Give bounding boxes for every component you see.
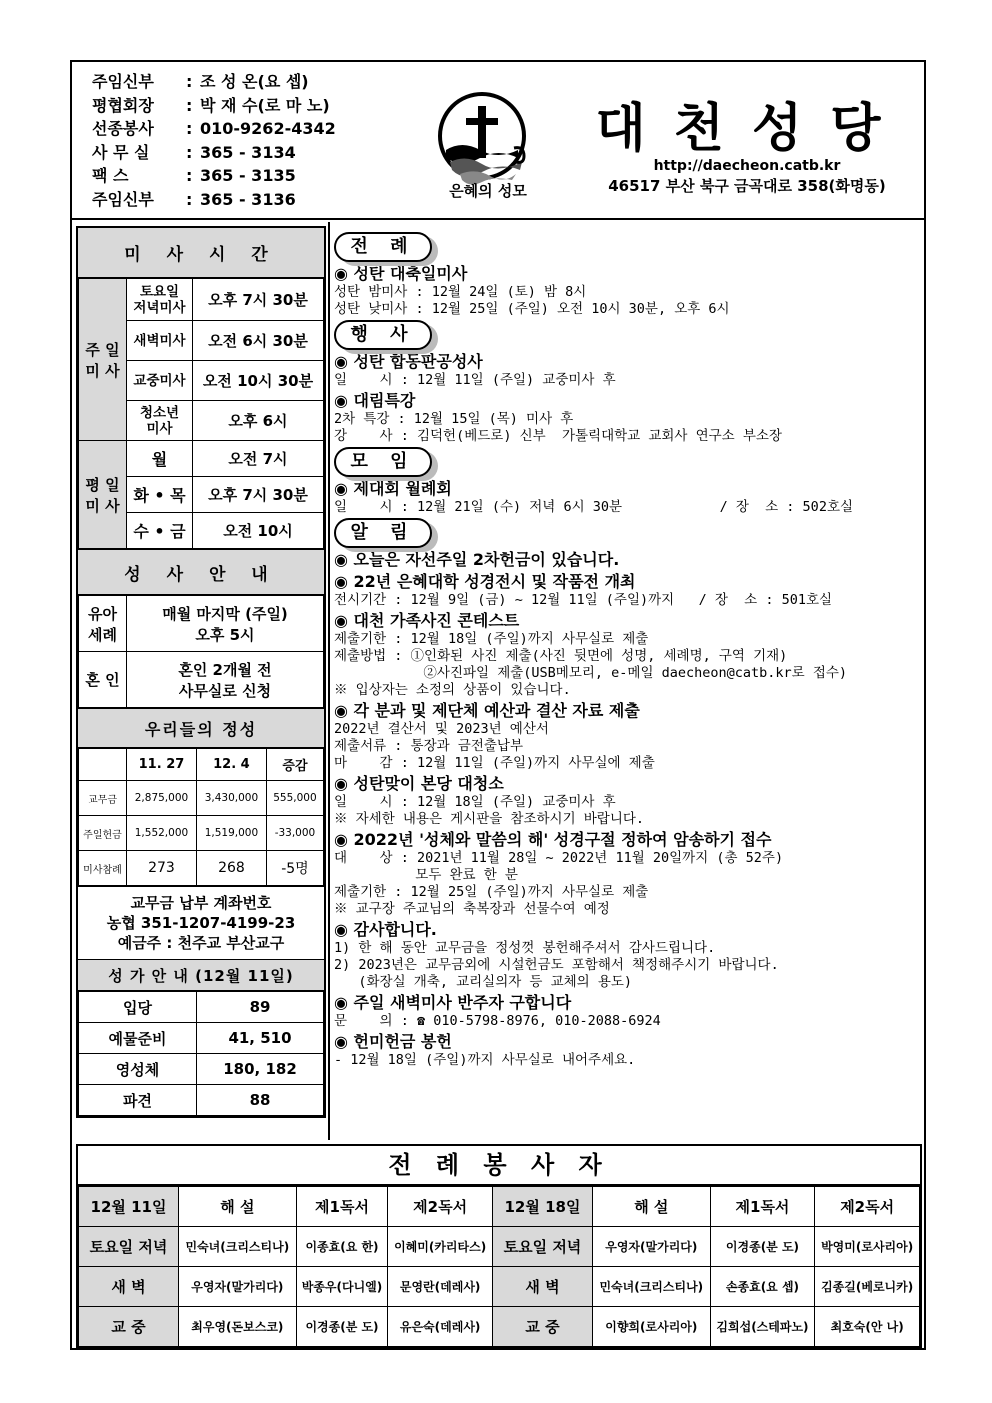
mass-row bbox=[79, 441, 324, 477]
notice-line: 제출기한 : 12월 25일 (주일)까지 사무실로 제출 bbox=[334, 884, 649, 900]
section-badge: 알 림 bbox=[334, 518, 432, 548]
mass-name: 청소년 미사 bbox=[127, 401, 193, 441]
section-badge: 전 례 bbox=[334, 232, 432, 262]
servers-cell: 박영미(로사리아) bbox=[815, 1227, 920, 1267]
notice-section bbox=[334, 447, 922, 516]
sacrament-row bbox=[79, 596, 324, 652]
notice-title: ◉ 주일 새벽미사 반주자 구합니다 bbox=[334, 993, 572, 1012]
offering-cell: 268 bbox=[196, 851, 266, 886]
notice-title: ◉ 대림특강 bbox=[334, 391, 416, 410]
servers-cell: 민숙녀(크리스티나) bbox=[592, 1267, 710, 1307]
notice-line: 문 의 : ☎ 010-5798-8976, 010-2088-6924 bbox=[334, 1013, 661, 1029]
offering-cell: 교무금 bbox=[79, 781, 127, 816]
servers-table bbox=[78, 1186, 920, 1347]
notice-item bbox=[334, 479, 922, 516]
notice-title: ◉ 감사합니다. bbox=[334, 920, 437, 939]
offering-row bbox=[79, 816, 324, 851]
hymn-row bbox=[79, 992, 324, 1023]
notice-title: ◉ 성탄 합동판공성사 bbox=[334, 352, 483, 371]
notice-item bbox=[334, 830, 922, 918]
offering-header-row bbox=[79, 749, 324, 781]
notice-title: ◉ 제대회 월례회 bbox=[334, 479, 452, 498]
contact-colon: : bbox=[186, 142, 193, 162]
servers-header-cell: 제1독서 bbox=[296, 1187, 388, 1227]
notice-line: ※ 입상자는 소정의 상품이 있습니다. bbox=[334, 682, 571, 698]
servers-header-row bbox=[79, 1187, 920, 1227]
notice-line: 대 상 : 2021년 11월 28일 ~ 2022년 11월 20일까지 (총 52주) bbox=[334, 850, 784, 866]
right-column bbox=[334, 232, 922, 1071]
notice-line: 제출기한 : 12월 18일 (주일)까지 사무실로 제출 bbox=[334, 631, 649, 647]
notice-title: ◉ 대천 가족사진 콘테스트 bbox=[334, 611, 520, 630]
hymns-title: 성 가 안 내 (12월 11일) bbox=[78, 959, 324, 991]
contact-row bbox=[92, 164, 422, 188]
offering-column-header: 11. 27 bbox=[127, 749, 197, 781]
contact-value: 365 - 3135 bbox=[200, 166, 296, 185]
hymn-number: 41, 510 bbox=[197, 1023, 324, 1054]
notice-item bbox=[334, 701, 922, 772]
offering-cell: 555,000 bbox=[266, 781, 323, 816]
notice-line: 전시기간 : 12월 9일 (금) ~ 12월 11일 (주일)까지 / 장 소 : 501호실 bbox=[334, 592, 833, 608]
sacraments-title: 성 사 안 내 bbox=[78, 549, 324, 595]
contact-row bbox=[92, 70, 422, 94]
offering-title: 우리들의 정성 bbox=[78, 708, 324, 748]
servers-cell: 최우영(돈보스코) bbox=[179, 1307, 297, 1347]
left-column bbox=[76, 226, 326, 1118]
notice-item bbox=[334, 611, 922, 699]
notice-line: 강 사 : 김덕헌(베드로) 신부 가톨릭대학교 교회사 연구소 부소장 bbox=[334, 428, 782, 444]
notice-title: ◉ 성탄맞이 본당 대청소 bbox=[334, 774, 504, 793]
offering-cell: 미사참례 bbox=[79, 851, 127, 886]
servers-cell: 우영자(말가리다) bbox=[592, 1227, 710, 1267]
servers-cell: 이향희(로사리아) bbox=[592, 1307, 710, 1347]
sacrament-desc: 매월 마지막 (주일) 오후 5시 bbox=[127, 596, 324, 652]
hymn-name: 예물준비 bbox=[79, 1023, 197, 1054]
contact-colon: : bbox=[186, 189, 193, 209]
mass-name: 토요일 저녁미사 bbox=[127, 279, 193, 321]
column-divider bbox=[328, 222, 330, 1140]
mass-time: 오후 7시 30분 bbox=[193, 279, 324, 321]
mass-name: 화 • 목 bbox=[127, 477, 193, 513]
servers-cell: 새 벽 bbox=[492, 1267, 592, 1307]
notice-line: 일 시 : 12월 18일 (주일) 교중미사 후 bbox=[334, 794, 616, 810]
account-line: 농협 351-1207-4199-23 bbox=[106, 914, 296, 932]
offering-cell: -33,000 bbox=[266, 816, 323, 851]
section-badge: 행 사 bbox=[334, 320, 432, 350]
hymn-row bbox=[79, 1023, 324, 1054]
hymn-name: 파견 bbox=[79, 1085, 197, 1116]
servers-cell: 우영자(말가리다) bbox=[179, 1267, 297, 1307]
mass-times-title: 미 사 시 간 bbox=[78, 228, 324, 278]
sacrament-desc: 혼인 2개월 전 사무실로 신청 bbox=[127, 652, 324, 708]
notice-line: 성탄 낮미사 : 12월 25일 (주일) 오전 10시 30분, 오후 6시 bbox=[334, 301, 730, 317]
mass-time: 오전 10시 bbox=[193, 513, 324, 549]
contact-value: 010-9262-4342 bbox=[200, 119, 336, 138]
notice-item bbox=[334, 352, 922, 389]
notice-item bbox=[334, 572, 922, 609]
offering-column-header bbox=[79, 749, 127, 781]
hymn-number: 89 bbox=[197, 992, 324, 1023]
hymn-name: 입당 bbox=[79, 992, 197, 1023]
contact-value: 365 - 3136 bbox=[200, 189, 296, 209]
contact-colon: : bbox=[186, 72, 193, 91]
servers-cell: 문영란(데레사) bbox=[388, 1267, 493, 1307]
servers-cell: 토요일 저녁 bbox=[79, 1227, 179, 1267]
sunday-mass-label: 주 일 미 사 bbox=[79, 279, 127, 441]
mass-time: 오전 10시 30분 bbox=[193, 361, 324, 401]
mass-name: 새벽미사 bbox=[127, 321, 193, 361]
mass-row bbox=[79, 279, 324, 321]
servers-header-cell: 12월 18일 bbox=[492, 1187, 592, 1227]
offering-cell: -5명 bbox=[266, 851, 323, 886]
servers-header-cell: 제2독서 bbox=[388, 1187, 493, 1227]
servers-cell: 이경종(분 도) bbox=[296, 1307, 388, 1347]
servers-header-cell: 해 설 bbox=[592, 1187, 710, 1227]
servers-cell: 교 중 bbox=[492, 1307, 592, 1347]
notice-item bbox=[334, 391, 922, 445]
contact-label: 팩 스 bbox=[92, 166, 129, 185]
mass-times-table bbox=[78, 278, 324, 549]
contact-colon: : bbox=[186, 119, 193, 138]
notice-line: 제출서류 : 통장과 금전출납부 bbox=[334, 738, 524, 754]
notice-section bbox=[334, 320, 922, 445]
notice-line: 일 시 : 12월 11일 (주일) 교중미사 후 bbox=[334, 372, 616, 388]
header bbox=[72, 62, 924, 220]
servers-cell: 토요일 저녁 bbox=[492, 1227, 592, 1267]
sacraments-table bbox=[78, 595, 324, 708]
notice-line: 2022년 결산서 및 2023년 예산서 bbox=[334, 721, 549, 737]
notice-title: ◉ 22년 은혜대학 성경전시 및 작품전 개최 bbox=[334, 572, 636, 591]
notice-item bbox=[334, 1032, 922, 1069]
servers-cell: 새 벽 bbox=[79, 1267, 179, 1307]
notice-line: 제출방법 : ①인화된 사진 제출(사진 뒷면에 성명, 세례명, 구역 기재) bbox=[334, 648, 788, 664]
mass-name: 월 bbox=[127, 441, 193, 477]
offering-cell: 3,430,000 bbox=[196, 781, 266, 816]
mass-times-box bbox=[76, 226, 326, 1118]
servers-row bbox=[79, 1307, 920, 1347]
account-line: 교무금 납부 계좌번호 bbox=[130, 894, 272, 912]
notice-line: 성탄 밤미사 : 12월 24일 (토) 밤 8시 bbox=[334, 284, 587, 300]
contact-label: 선종봉사 bbox=[92, 119, 154, 138]
mass-time: 오전 6시 30분 bbox=[193, 321, 324, 361]
notice-line: 마 감 : 12월 11일 (주일)까지 사무실에 제출 bbox=[334, 755, 655, 771]
sacrament-row bbox=[79, 652, 324, 708]
servers-cell: 이경종(분 도) bbox=[710, 1227, 815, 1267]
offering-cell: 1,519,000 bbox=[196, 816, 266, 851]
servers-row bbox=[79, 1227, 920, 1267]
offering-row bbox=[79, 781, 324, 816]
notice-line: ②사진파일 제출(USB메모리, e-메일 daecheon@catb.kr로 접수) bbox=[334, 665, 848, 681]
account-line: 예금주 : 천주교 부산교구 bbox=[117, 934, 285, 952]
servers-cell: 교 중 bbox=[79, 1307, 179, 1347]
notice-line: ※ 교구장 주교님의 축복장과 선물수여 예정 bbox=[334, 901, 610, 917]
notice-line: - 12월 18일 (주일)까지 사무실로 내어주세요. bbox=[334, 1052, 636, 1068]
mass-time: 오후 7시 30분 bbox=[193, 477, 324, 513]
servers-header-cell: 제1독서 bbox=[710, 1187, 815, 1227]
notice-item bbox=[334, 264, 922, 318]
website-link[interactable]: http://daecheon.catb.kr bbox=[653, 158, 841, 174]
sacrament-name: 유아 세례 bbox=[79, 596, 127, 652]
notice-item bbox=[334, 920, 922, 991]
contact-row bbox=[92, 117, 422, 141]
servers-cell: 이종효(요 한) bbox=[296, 1227, 388, 1267]
mass-name: 교중미사 bbox=[127, 361, 193, 401]
contact-label: 사 무 실 bbox=[92, 142, 150, 162]
contact-list bbox=[92, 70, 422, 211]
servers-cell: 유은숙(데레사) bbox=[388, 1307, 493, 1347]
account-info bbox=[78, 886, 324, 959]
offering-column-header: 증감 bbox=[266, 749, 323, 781]
notice-section bbox=[334, 232, 922, 318]
contact-value: 박 재 수(로 마 노) bbox=[200, 95, 330, 115]
contact-value: 365 - 3134 bbox=[200, 142, 296, 162]
servers-header-cell: 제2독서 bbox=[815, 1187, 920, 1227]
servers-cell: 김종길(베로니카) bbox=[815, 1267, 920, 1307]
hymn-row bbox=[79, 1085, 324, 1116]
offering-cell: 273 bbox=[127, 851, 197, 886]
bulletin-page bbox=[70, 60, 926, 1350]
hymns-table bbox=[78, 991, 324, 1116]
contact-row bbox=[92, 188, 422, 212]
hymn-number: 88 bbox=[197, 1085, 324, 1116]
church-address: 46517 부산 북구 금곡대로 358(화명동) bbox=[608, 177, 886, 195]
mass-name: 수 • 금 bbox=[127, 513, 193, 549]
servers-row bbox=[79, 1267, 920, 1307]
notice-item bbox=[334, 993, 922, 1030]
contact-colon: : bbox=[186, 95, 193, 115]
notice-section bbox=[334, 518, 922, 1069]
contact-row bbox=[92, 94, 422, 118]
notice-line: 모두 완료 한 분 bbox=[334, 867, 518, 883]
hymn-number: 180, 182 bbox=[197, 1054, 324, 1085]
servers-cell: 민숙녀(크리스티나) bbox=[179, 1227, 297, 1267]
notice-line: 1) 한 해 동안 교무금을 정성껏 봉헌해주셔서 감사드립니다. bbox=[334, 940, 716, 956]
servers-cell: 손종효(요 셉) bbox=[710, 1267, 815, 1307]
contact-label: 주임신부 bbox=[92, 189, 154, 209]
sacrament-name: 혼 인 bbox=[79, 652, 127, 708]
offering-cell: 1,552,000 bbox=[127, 816, 197, 851]
notice-title: ◉ 오늘은 자선주일 2차헌금이 있습니다. bbox=[334, 550, 620, 569]
contact-colon: : bbox=[186, 166, 193, 185]
notice-item bbox=[334, 774, 922, 828]
hymn-name: 영성체 bbox=[79, 1054, 197, 1085]
offering-cell: 주일헌금 bbox=[79, 816, 127, 851]
offering-cell: 2,875,000 bbox=[127, 781, 197, 816]
servers-header-cell: 해 설 bbox=[179, 1187, 297, 1227]
contact-label: 주임신부 bbox=[92, 72, 154, 91]
offering-column-header: 12. 4 bbox=[196, 749, 266, 781]
church-name: 대천성당 bbox=[595, 99, 909, 159]
notice-title: ◉ 성탄 대축일미사 bbox=[334, 264, 468, 283]
notice-title: ◉ 각 분과 및 제단체 예산과 결산 자료 제출 bbox=[334, 701, 640, 720]
mass-time: 오전 7시 bbox=[193, 441, 324, 477]
contact-value: 조 성 온(요 셉) bbox=[200, 72, 309, 91]
mass-time: 오후 6시 bbox=[193, 401, 324, 441]
weekday-mass-label: 평 일 미 사 bbox=[79, 441, 127, 549]
servers-cell: 최호숙(안 나) bbox=[815, 1307, 920, 1347]
servers-cell: 박종우(다니엘) bbox=[296, 1267, 388, 1307]
notice-line: 2차 특강 : 12월 15일 (목) 미사 후 bbox=[334, 411, 574, 427]
notice-item bbox=[334, 550, 922, 570]
servers-header-cell: 12월 11일 bbox=[79, 1187, 179, 1227]
contact-row bbox=[92, 141, 422, 165]
logo-caption: 은혜의 성모 bbox=[449, 182, 527, 200]
liturgy-servers bbox=[76, 1144, 922, 1348]
servers-title: 전 례 봉 사 자 bbox=[78, 1146, 920, 1186]
notice-line: ※ 자세한 내용은 게시판을 참조하시기 바랍니다. bbox=[334, 811, 645, 827]
servers-cell: 이혜미(카리타스) bbox=[388, 1227, 493, 1267]
notice-title: ◉ 헌미헌금 봉헌 bbox=[334, 1032, 452, 1051]
notice-line: (화장실 개축, 교리실의자 등 교체의 용도) bbox=[334, 974, 633, 990]
notice-title: ◉ 2022년 '성체와 말씀의 해' 성경구절 정하여 암송하기 접수 bbox=[334, 830, 772, 849]
hymn-row bbox=[79, 1054, 324, 1085]
notice-line: 일 시 : 12월 21일 (수) 저녁 6시 30분 / 장 소 : 502호실 bbox=[334, 499, 854, 515]
servers-cell: 김희섭(스테파노) bbox=[710, 1307, 815, 1347]
notice-line: 2) 2023년은 교무금외에 시설헌금도 포함해서 책정해주시기 바랍니다. bbox=[334, 957, 779, 973]
contact-label: 평협회장 bbox=[92, 95, 154, 115]
offering-table bbox=[78, 748, 324, 886]
section-badge: 모 임 bbox=[334, 447, 432, 477]
offering-row bbox=[79, 851, 324, 886]
